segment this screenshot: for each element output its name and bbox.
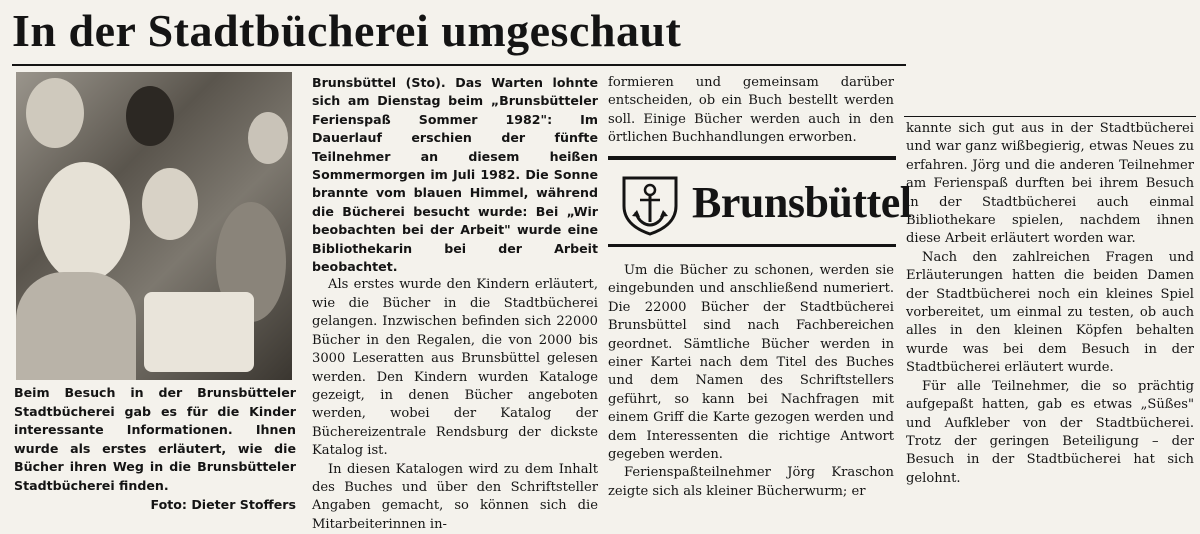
logo-rule-bottom — [608, 244, 896, 247]
article-paragraph: Für alle Teilnehmer, die so prächtig aufgepaßt hatten, gab es etwas „Süßes" und Aufkleber von der Stadtbücherei. Trotz der geringen Beteiligung – der Besuch in der Stadtbücherei hat sich gelohnt. — [906, 378, 1194, 486]
town-crest-icon — [618, 172, 682, 236]
logo-rule-top — [608, 156, 896, 160]
article-paragraph: In diesen Katalogen wird zu dem Inhalt des Buches und über den Schriftsteller Angaben gemacht, so können sich die Mitarbeiterinnen in- — [312, 461, 598, 532]
article-lead-paragraph: Brunsbüttel (Sto). Das Warten lohnte sich am Dienstag beim „Brunsbütteler Ferienspaß Sommer 1982": Im Dauerlauf erschien der fünfte Teilnehmer an diesem heißen Sommermorgen im Juli 1982. Die Sonne brannte vom blauen Himmel, während die Bücherei besucht wurde: Bei „Wir beobachten bei der Arbeit" wurde eine Bibliothekarin bei der Arbeit beobachtet. — [312, 75, 598, 275]
column-rule-3-top — [904, 116, 1196, 117]
headline: In der Stadtbücherei umgeschaut — [12, 5, 682, 56]
photo-credit: Foto: Dieter Stoffers — [150, 497, 296, 512]
article-paragraph: formieren und gemeinsam darüber entscheiden, ob ein Buch bestellt werden soll. Einige Bücher werden auch in den örtlichen Buchhandlungen erworben. — [608, 75, 894, 146]
article-photo — [16, 72, 292, 380]
town-logo-box — [608, 156, 912, 252]
town-logo-text: Brunsbüttel — [692, 178, 912, 227]
article-column-2-bottom — [608, 262, 894, 501]
headline-rule — [12, 64, 906, 66]
article-paragraph: Ferienspaßteilnehmer Jörg Kraschon zeigte sich als kleiner Bücherwurm; er — [608, 465, 894, 499]
article-paragraph: Um die Bücher zu schonen, werden sie eingebunden und anschließend numeriert. Die 22000 Bücher der Stadtbücherei Brunsbüttel sind nach Fachbereichen geordnet. Sämtliche Bücher werden in einer Kartei nach dem Titel des Buches und dem Namen des Schriftstellers geführt, so kann bei Nachfragen mit einem Griff die Karte gezogen werden und dem Interessenten die richtige Antwort gegeben werden. — [608, 263, 894, 463]
article-column-2-top — [608, 74, 894, 148]
photo-caption: Beim Besuch in der Brunsbütteler Stadtbücherei gab es für die Kinder interessante Informationen. Ihnen wurde als erstes erläutert, wie die Bücher ihren Weg in die Brunsbütteler Stadtbücherei finden. — [14, 385, 296, 493]
article-paragraph: Als erstes wurde den Kindern erläutert, wie die Bücher in die Stadtbücherei gelangen. Inzwischen befinden sich 22000 Bücher in den Regalen, die von 2000 bis 3000 Leseratten aus Brunsbüttel gelesen werden. Den Kindern wurden Kataloge gezeigt, in denen Bücher angeboten werden, wobei der Katalog der Büchereizentrale Rendsburg der dickste Katalog ist. — [312, 277, 598, 459]
article-column-1 — [312, 74, 598, 534]
article-paragraph: Nach den zahlreichen Fragen und Erläuterungen hatten die beiden Damen der Stadtbücherei noch ein kleines Spiel vorbereitet, um einmal zu testen, ob auch alles in den kleinen Köpfen behalten wurde was bei dem Besuch in der Stadtbücherei erläutert wurde. — [906, 249, 1194, 376]
article-paragraph: kannte sich gut aus in der Stadtbücherei und war ganz wißbegierig, etwas Neues zu erfahren. Jörg und die anderen Teilnehmer am Ferienspaß durften bei ihrem Besuch in der Stadtbücherei auch einmal Bibliothekare spielen, nachdem ihnen diese Arbeit erläutert worden war. — [906, 121, 1194, 247]
article-column-3 — [906, 120, 1194, 488]
